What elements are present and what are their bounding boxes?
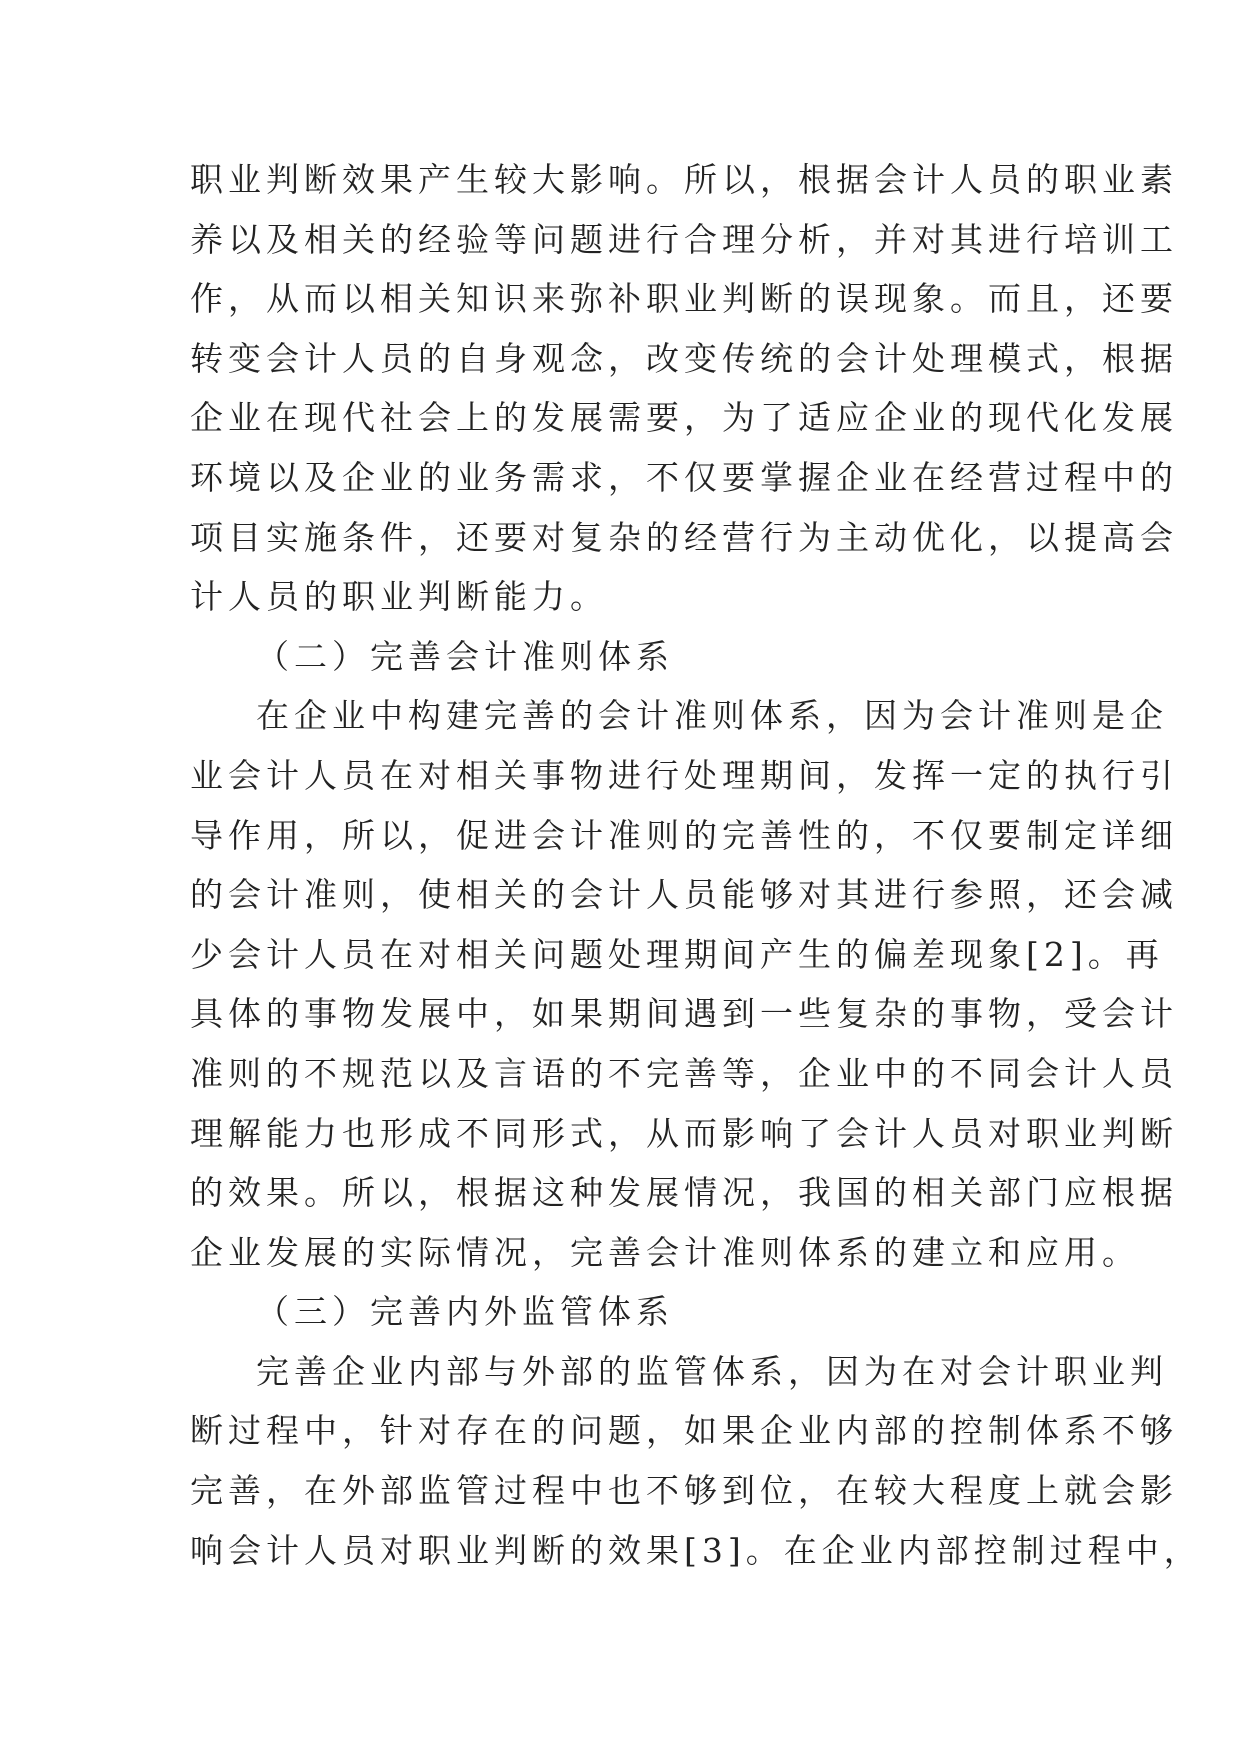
text-line: 转变会计人员的自身观念，改变传统的会计处理模式，根据	[190, 338, 1178, 378]
text-line: 企业在现代社会上的发展需要，为了适应企业的现代化发展	[190, 398, 1178, 438]
text-line: 计人员的职业判断能力。	[190, 577, 608, 617]
text-line: 的效果。所以，根据这种发展情况，我国的相关部门应根据	[190, 1173, 1178, 1213]
text-line: 在企业中构建完善的会计准则体系，因为会计准则是企	[256, 696, 1168, 736]
text-line: 项目实施条件，还要对复杂的经营行为主动优化，以提高会	[190, 517, 1178, 557]
section-heading: （二）完善会计准则体系	[256, 636, 674, 676]
text-line: 业会计人员在对相关事物进行处理期间，发挥一定的执行引	[190, 755, 1178, 795]
text-line: 少会计人员在对相关问题处理期间产生的偏差现象[2]。再	[190, 934, 1164, 974]
text-line: 理解能力也形成不同形式，从而影响了会计人员对职业判断	[190, 1113, 1178, 1153]
section-heading: （三）完善内外监管体系	[256, 1292, 674, 1332]
text-line: 响会计人员对职业判断的效果[3]。在企业内部控制过程中，	[190, 1530, 1202, 1570]
text-line: 完善，在外部监管过程中也不够到位，在较大程度上就会影	[190, 1471, 1178, 1511]
text-line: 职业判断效果产生较大影响。所以，根据会计人员的职业素	[190, 160, 1178, 199]
text-line: 环境以及企业的业务需求，不仅要掌握企业在经营过程中的	[190, 457, 1178, 497]
text-line: 作，从而以相关知识来弥补职业判断的误现象。而且，还要	[190, 279, 1178, 319]
text-line: 完善企业内部与外部的监管体系，因为在对会计职业判	[256, 1351, 1168, 1391]
text-line: 企业发展的实际情况，完善会计准则体系的建立和应用。	[190, 1232, 1140, 1272]
text-line: 导作用，所以，促进会计准则的完善性的，不仅要制定详细	[190, 815, 1178, 855]
text-line: 具体的事物发展中，如果期间遇到一些复杂的事物，受会计	[190, 994, 1178, 1034]
text-line: 准则的不规范以及言语的不完善等，企业中的不同会计人员	[190, 1053, 1178, 1093]
text-line: 养以及相关的经验等问题进行合理分析，并对其进行培训工	[190, 219, 1178, 259]
text-line: 的会计准则，使相关的会计人员能够对其进行参照，还会减	[190, 875, 1178, 915]
text-line: 断过程中，针对存在的问题，如果企业内部的控制体系不够	[190, 1411, 1178, 1451]
body-text	[190, 150, 1202, 1580]
